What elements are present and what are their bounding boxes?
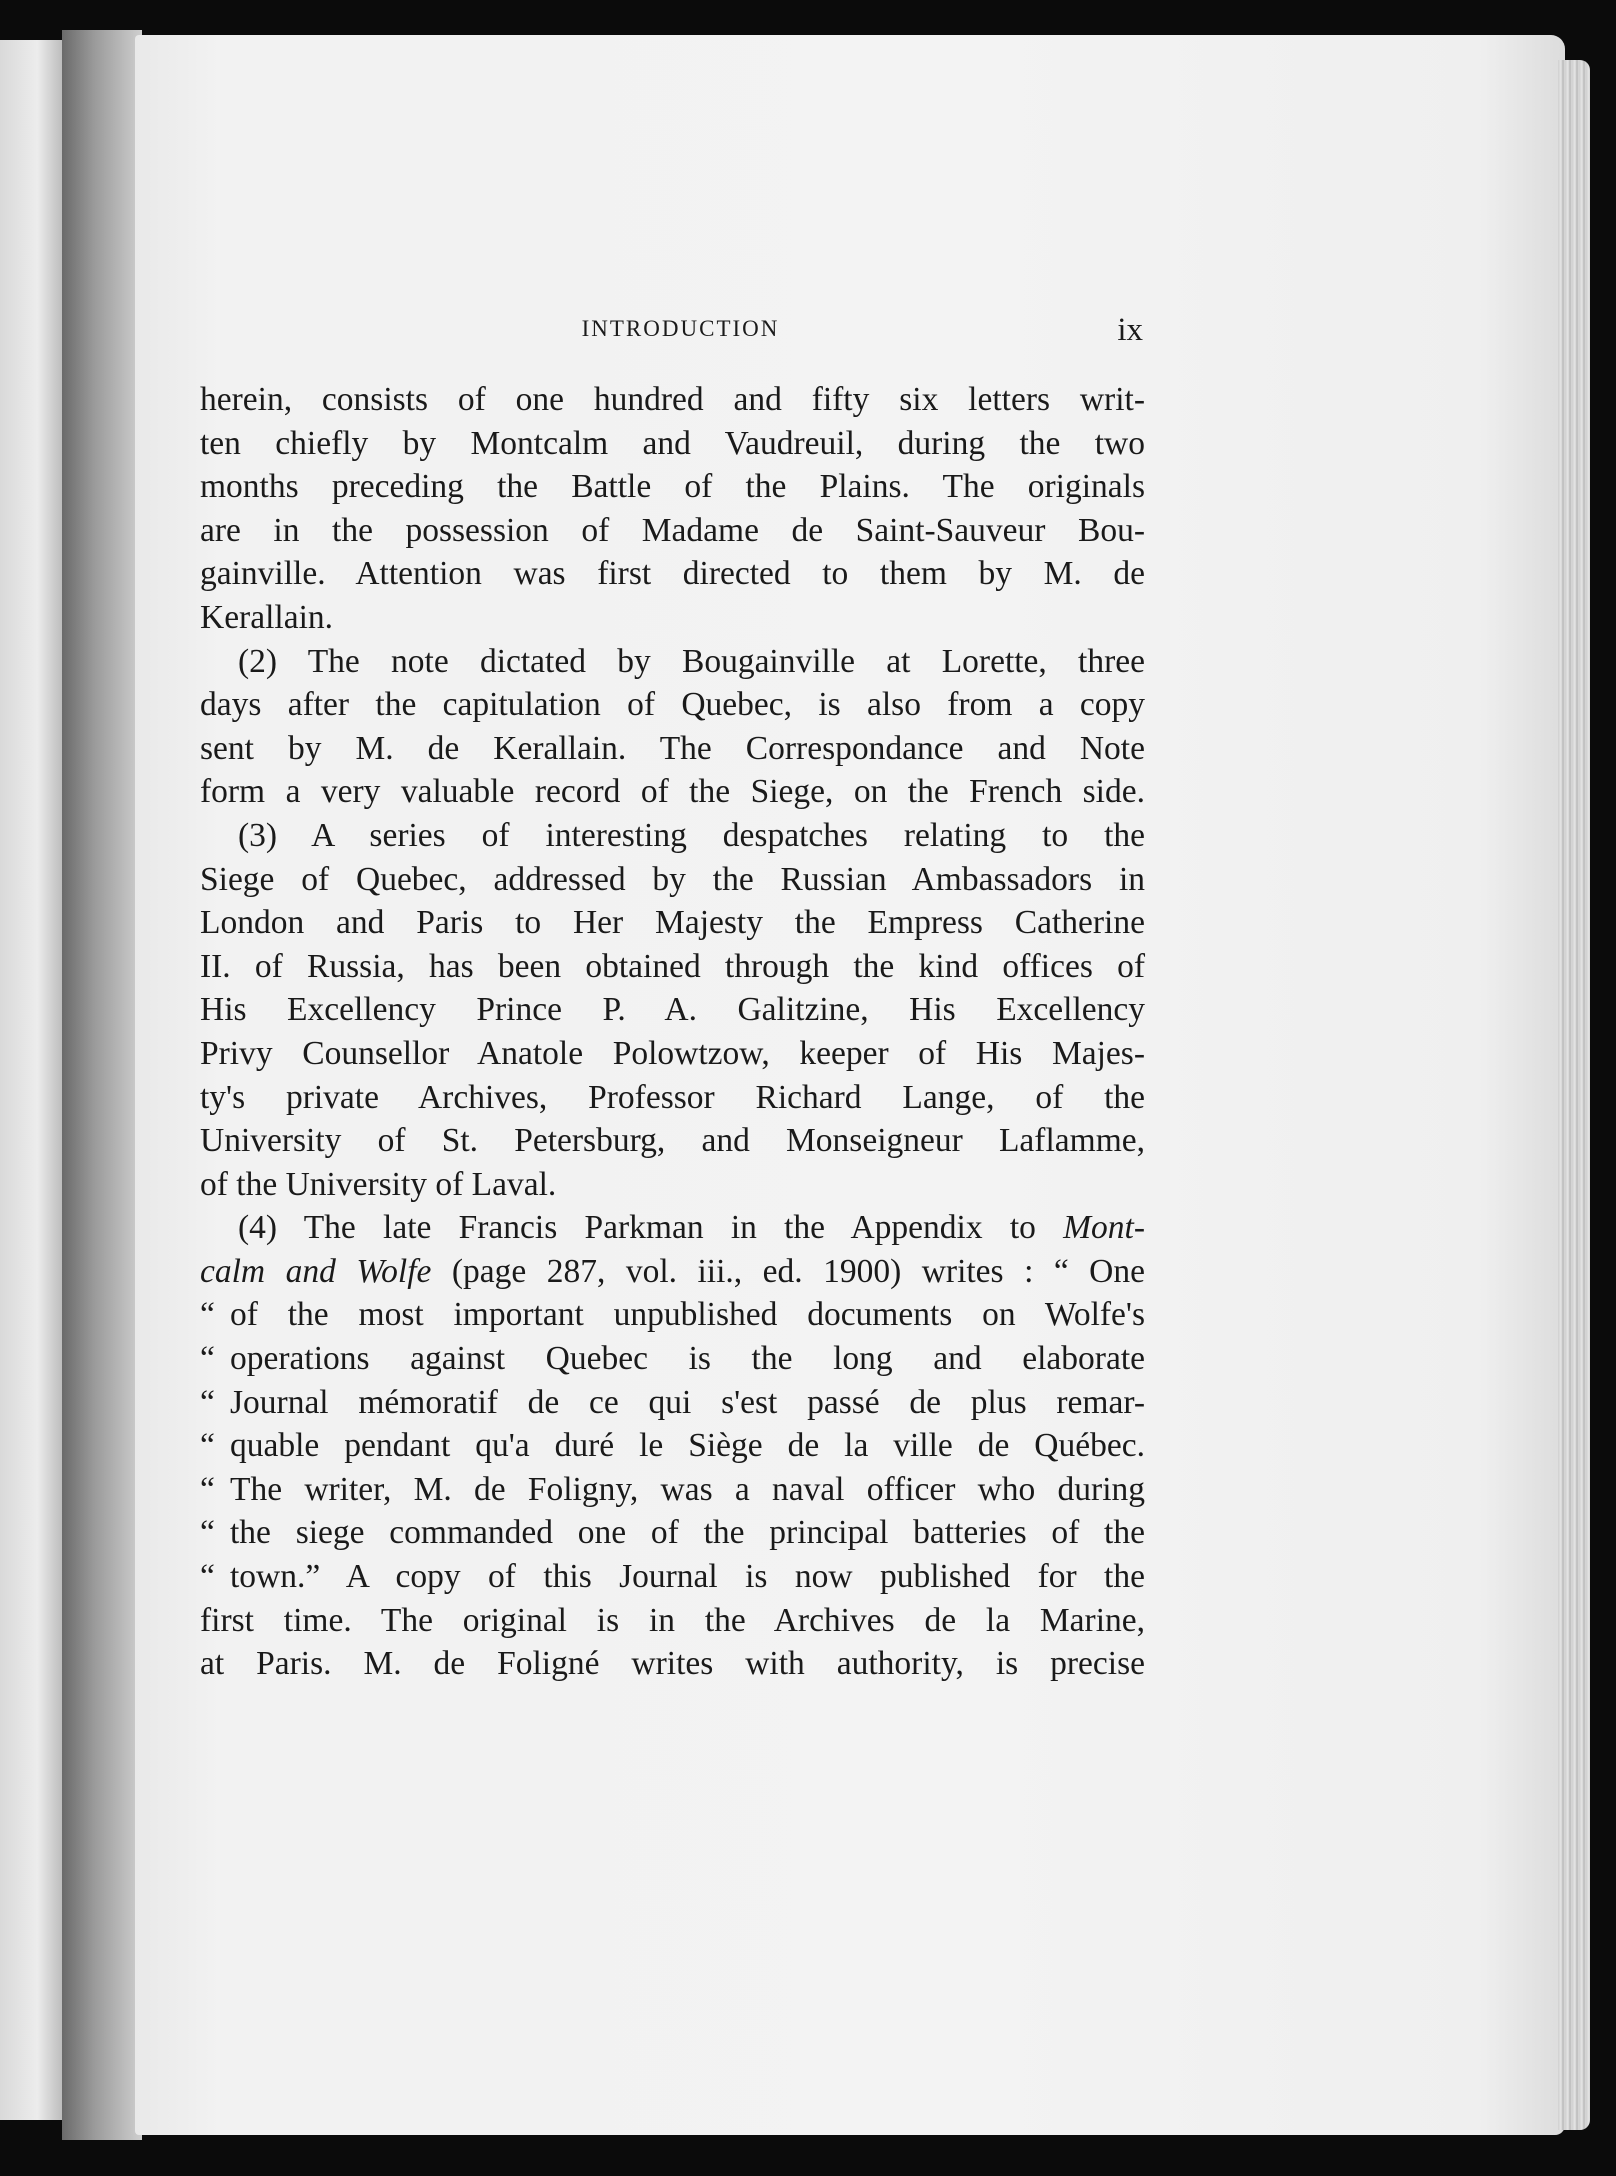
line-text: ty's private Archives, Professor Richard Lange, of the xyxy=(200,1078,1145,1116)
line-text: first time. The original is in the Archives de la Marine, xyxy=(200,1601,1145,1639)
quote-mark: “ xyxy=(200,1514,215,1552)
line-text: The writer, M. de Foligny, was a naval officer who during xyxy=(230,1470,1145,1508)
text-line xyxy=(200,1337,1145,1381)
text-line xyxy=(200,770,1145,814)
text-line xyxy=(200,1599,1145,1643)
line-text: ten chiefly by Montcalm and Vaudreuil, during the two xyxy=(200,424,1145,462)
line-text: of the most important unpublished documents on Wolfe's xyxy=(230,1296,1145,1334)
text-line xyxy=(200,422,1145,466)
page-stack-edge xyxy=(1558,60,1590,2130)
text-line xyxy=(200,378,1145,422)
text-line xyxy=(200,552,1145,596)
text-line xyxy=(200,1206,1145,1250)
line-text: herein, consists of one hundred and fifty six letters writ- xyxy=(200,381,1145,418)
text-line xyxy=(200,1424,1145,1468)
facing-page-edge xyxy=(0,40,62,2120)
text-line xyxy=(200,596,1145,640)
text-line xyxy=(200,1642,1145,1686)
line-text: gainville. Attention was first directed to them by M. de xyxy=(200,555,1145,593)
text-line xyxy=(200,1468,1145,1512)
text-line xyxy=(200,683,1145,727)
line-text: Siege of Quebec, addressed by the Russian Ambassadors in xyxy=(200,860,1145,898)
quote-mark: “ xyxy=(200,1470,215,1508)
line-text: (3) A series of interesting despatches relating to the xyxy=(238,816,1145,854)
text-line xyxy=(200,1381,1145,1425)
text-line xyxy=(200,1293,1145,1337)
text-line xyxy=(200,465,1145,509)
line-text: are in the possession of Madame de Saint-Sauveur Bou- xyxy=(200,511,1145,549)
line-text: town.” A copy of this Journal is now published for the xyxy=(230,1558,1145,1596)
body-text xyxy=(200,378,1145,1686)
text-line xyxy=(200,1250,1145,1294)
line-text: the siege commanded one of the principal batteries of the xyxy=(230,1514,1145,1552)
text-line xyxy=(200,858,1145,902)
line-text: days after the capitulation of Quebec, is also from a copy xyxy=(200,686,1145,724)
italic-title: calm and Wolfe xyxy=(200,1252,432,1290)
line-text: Kerallain. xyxy=(200,598,334,636)
text-line xyxy=(200,988,1145,1032)
quote-mark: “ xyxy=(200,1383,215,1421)
page-number: ix xyxy=(1117,312,1143,348)
text-line xyxy=(200,1032,1145,1076)
line-text: quable pendant qu'a duré le Siège de la ville de Québec. xyxy=(230,1427,1145,1465)
line-text: (page 287, vol. iii., ed. 1900) writes : “ One xyxy=(431,1252,1145,1290)
text-line xyxy=(200,1511,1145,1555)
text-line xyxy=(200,945,1145,989)
text-line xyxy=(200,1076,1145,1120)
quote-mark: “ xyxy=(200,1340,215,1378)
book-gutter xyxy=(62,30,142,2140)
line-text: months preceding the Battle of the Plains. The originals xyxy=(200,468,1145,506)
page-header xyxy=(218,312,1143,352)
quote-mark: “ xyxy=(200,1427,215,1465)
text-line xyxy=(200,1163,1145,1207)
line-text: sent by M. de Kerallain. The Correspondance and Note xyxy=(200,729,1145,767)
line-text: (2) The note dictated by Bougainville at Lorette, three xyxy=(238,642,1145,680)
line-text: London and Paris to Her Majesty the Empress Catherine xyxy=(200,904,1145,942)
text-line xyxy=(200,640,1145,684)
line-text: His Excellency Prince P. A. Galitzine, His Excellency xyxy=(200,991,1145,1029)
running-head: INTRODUCTION xyxy=(581,316,780,341)
line-text: at Paris. M. de Foligné writes with authority, is precise xyxy=(200,1645,1145,1683)
italic-title: Mont- xyxy=(1063,1209,1145,1247)
line-text: (4) The late Francis Parkman in the Appendix to xyxy=(238,1209,1064,1247)
line-text: Privy Counsellor Anatole Polowtzow, keeper of His Majes- xyxy=(200,1034,1145,1072)
line-text: University of St. Petersburg, and Monseigneur Laflamme, xyxy=(200,1122,1145,1160)
line-text: form a very valuable record of the Siege, on the French side. xyxy=(200,773,1145,811)
text-line xyxy=(200,1555,1145,1599)
line-text: operations against Quebec is the long and elaborate xyxy=(230,1340,1145,1378)
line-text: of the University of Laval. xyxy=(200,1165,557,1203)
text-line xyxy=(200,901,1145,945)
line-text: Journal mémoratif de ce qui s'est passé de plus remar- xyxy=(230,1383,1145,1421)
text-line xyxy=(200,1119,1145,1163)
text-line xyxy=(200,727,1145,771)
quote-mark: “ xyxy=(200,1296,215,1334)
line-text: II. of Russia, has been obtained through the kind offices of xyxy=(200,947,1145,985)
text-line xyxy=(200,509,1145,553)
text-line xyxy=(200,814,1145,858)
quote-mark: “ xyxy=(200,1558,215,1596)
